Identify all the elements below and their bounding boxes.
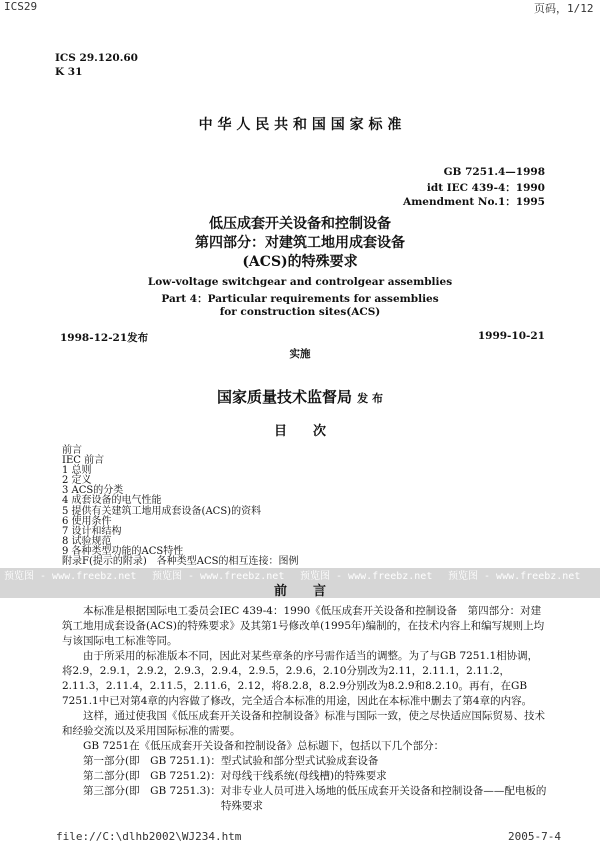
watermark-text: 预览图 - www.freebz.net — [300, 571, 433, 582]
title-en-3: for construction sites(ACS) — [219, 306, 381, 318]
title-en-1: Low-voltage switchgear and controlgear assemblies — [147, 276, 453, 288]
issuer — [0, 386, 600, 407]
toc-title: 目 次 — [273, 424, 326, 439]
footer-file-path: file://C:\dlhb2002\WJ234.htm — [56, 830, 242, 843]
part-item: 第一部分(即 GB 7251.1)： 型式试验和部分型式试验成套设备 — [83, 755, 379, 767]
title-cn-3: (ACS)的特殊要求 — [242, 254, 358, 270]
part-item: 第三部分(即 GB 7251.3)： 对非专业人员可进入场地的低压成套开关设备和控制设备——配电板的特殊要求 — [83, 785, 547, 812]
paragraph: 由于所采用的标准版本不同，因此对某些章条的序号需作适当的调整。为了与GB 7251.1相协调，将2.9，2.9.1，2.9.2，2.9.3，2.9.4，2.9.5，2.9.6，2.10分别改为2.11，2.11.1，2.11.2，2.11.3，2.11.4，2.11.5，2.11.6，2.12，将8.2.8，8.2.9分别改为8.2.9和8.2.10。再有，在GB 7251.1中已对第4章的内容做了修改，完全适合本标准的用途，因此在本标准中删去了第4章的内容。 — [62, 650, 539, 707]
issuer-suffix: 发 布 — [357, 392, 383, 405]
org-title: 中 华 人 民 共 和 国 国 家 标 准 — [198, 117, 402, 133]
header-left: ICS29 — [4, 0, 38, 13]
toc-item[interactable]: 5 提供有关建筑工地用成套设备(ACS)的资料 — [62, 505, 262, 517]
toc-item[interactable]: IEC 前言 — [62, 455, 105, 467]
std-idt: idt IEC 439-4：1990 — [426, 182, 545, 194]
paragraph: 这样，通过使我国《低压成套开关设备和控制设备》标准与国际一致，使之尽快适应国际贸易、技术和经验交流以及采用国际标准的需要。 — [62, 710, 545, 737]
footer-date: 2005-7-4 — [508, 830, 561, 843]
toc-item[interactable]: 6 使用条件 — [62, 515, 112, 527]
watermark-text: 预览图 - www.freebz.net — [4, 571, 137, 582]
std-amendment: Amendment No.1：1995 — [403, 196, 545, 208]
toc-item[interactable]: 4 成套设备的电气性能 — [62, 495, 162, 507]
impl-date: 1999-10-21 — [477, 330, 545, 342]
toc-item[interactable]: 3 ACS的分类 — [62, 485, 124, 497]
issue-date: 1998-12-21发布 — [60, 332, 149, 344]
title-cn-2: 第四部分：对建筑工地用成套设备 — [195, 235, 405, 251]
std-number: GB 7251.4—1998 — [443, 166, 545, 178]
toc-item[interactable]: 2 定义 — [62, 475, 92, 487]
table-of-contents — [62, 446, 298, 567]
title-cn-1: 低压成套开关设备和控制设备 — [209, 216, 391, 232]
toc-item[interactable]: 前言 — [62, 445, 82, 456]
issuer-name: 国家质量技术监督局 — [217, 388, 353, 406]
ics-code: ICS 29.120.60 — [55, 52, 138, 64]
k-code: K 31 — [55, 66, 83, 78]
paragraph: 本标准是根据国际电工委员会IEC 439-4：1990《低压成套开关设备和控制设备 第四部分：对建筑工地用成套设备(ACS)的特殊要求》及其第1号修改单(1995年)编制的，在技术内容上和编写规则上均与该国际电工标准等同。 — [62, 605, 545, 647]
foreword-title: 前 言 — [273, 584, 326, 599]
toc-item[interactable]: 8 试验规范 — [62, 535, 112, 547]
title-en-2: Part 4：Particular requirements for assemblies — [161, 293, 439, 305]
toc-item[interactable]: 1 总则 — [62, 465, 92, 477]
toc-item[interactable]: 附录F(提示的附录) 各种类型ACS的相互连接：图例 — [62, 556, 299, 568]
page-number: 页码，1/12 — [534, 2, 594, 15]
paragraph: GB 7251在《低压成套开关设备和控制设备》总标题下，包括以下几个部分： — [83, 740, 445, 752]
toc-item[interactable]: 7 设计和结构 — [62, 525, 122, 537]
impl-label: 实施 — [289, 348, 311, 360]
part-item: 第二部分(即 GB 7251.2)： 对母线干线系统(母线槽)的特殊要求 — [83, 770, 387, 782]
foreword-body — [62, 604, 548, 814]
watermark-text: 预览图 - www.freebz.net — [152, 571, 285, 582]
watermark-text: 预览图 - www.freebz.net — [448, 571, 581, 582]
toc-item[interactable]: 9 各种类型功能的ACS特性 — [62, 545, 184, 557]
